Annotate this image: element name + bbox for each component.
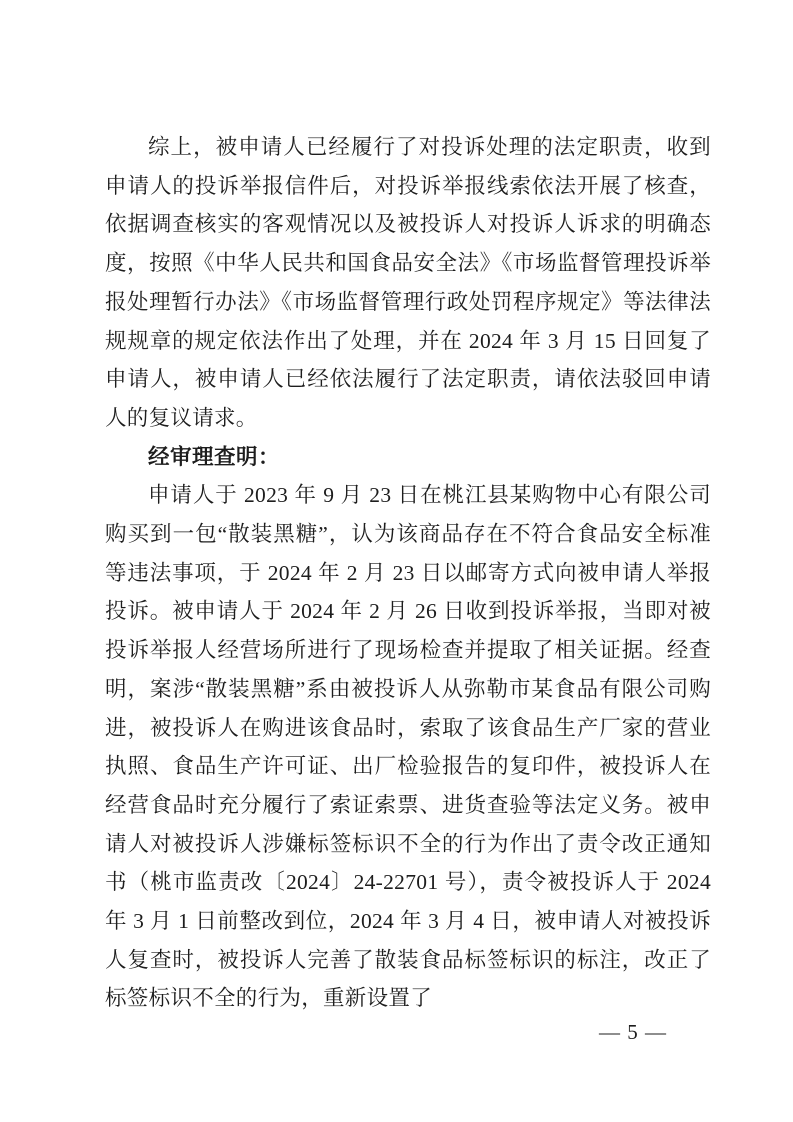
- document-body: [105, 128, 711, 1018]
- section-heading-findings: 经审理查明：: [148, 444, 281, 469]
- paragraph-conclusion-summary: 综上，被申请人已经履行了对投诉处理的法定职责，收到申请人的投诉举报信件后，对投诉举报线索依法开展了核查，依据调查核实的客观情况以及被投诉人对投诉人诉求的明确态度，按照《中华人民共和国食品安全法》《市场监督管理投诉举报处理暂行办法》《市场监督管理行政处罚程序规定》等法律法规规章的规定依法作出了处理，并在 2024 年 3 月 15 日回复了申请人，被申请人已经依法履行了法定职责，请依法驳回申请人的复议请求。: [105, 135, 711, 430]
- page-number: — 5 —: [599, 1020, 667, 1044]
- paragraph-findings: 申请人于 2023 年 9 月 23 日在桃江县某购物中心有限公司购买到一包“散装黑糖”，认为该商品存在不符合食品安全标准等违法事项，于 2024 年 2 月 23 日以邮寄方式向被申请人举报投诉。被申请人于 2024 年 2 月 26 日收到投诉举报，当即对被投诉举报人经营场所进行了现场检查并提取了相关证据。经查明，案涉“散装黑糖”系由被投诉人从弥勒市某食品有限公司购进，被投诉人在购进该食品时，索取了该食品生产厂家的营业执照、食品生产许可证、出厂检验报告的复印件，被投诉人在经营食品时充分履行了索证索票、进货查验等法定义务。被申请人对被投诉人涉嫌标签标识不全的行为作出了责令改正通知书（桃市监责改〔2024〕24-22701 号），责令被投诉人于 2024 年 3 月 1 日前整改到位，2024 年 3 月 4 日，被申请人对被投诉人复查时，被投诉人完善了散装食品标签标识的标注，改正了标签标识不全的行为，重新设置了: [105, 483, 711, 1011]
